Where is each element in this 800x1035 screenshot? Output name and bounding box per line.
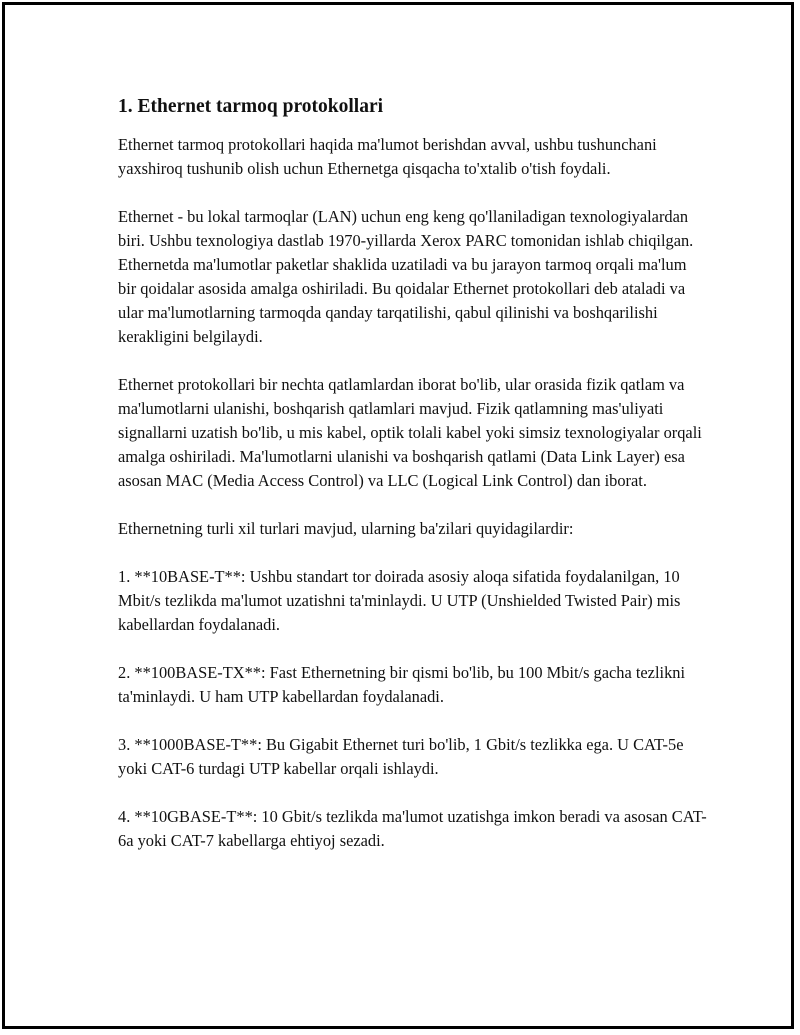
- list-item-10base-t: 1. **10BASE-T**: Ushbu standart tor doirada asosiy aloqa sifatida foydalanilgan, 10 Mbit/s tezlikda ma'lumot uzatishni ta'minlaydi. U UTP (Unshielded Twisted Pair) mis kabellardan foydalanadi.: [118, 567, 681, 634]
- paragraph-protocol-layers: Ethernet protokollari bir nechta qatlamlardan iborat bo'lib, ular orasida fizik qatlam va ma'lumotlarni ulanishi, boshqarish qatlamlari mavjud. Fizik qatlamning mas'uliyati signallarni uzatish bo'lib, u mis kabel, optik tolali kabel yoki simsiz texnologiyalar orqali amalga oshiriladi. Ma'lumotlarni ulanishi va boshqarish qatlami (Data Link Layer) esa asosan MAC (Media Access Control) va LLC (Logical Link Control) dan iborat.: [118, 375, 702, 490]
- document-body: [118, 94, 708, 877]
- list-item-10gbase-t: 4. **10GBASE-T**: 10 Gbit/s tezlikda ma'lumot uzatishga imkon beradi va asosan CAT-6a yoki CAT-7 kabellarga ehtiyoj sezadi.: [118, 807, 707, 850]
- paragraph-types-intro: Ethernetning turli xil turlari mavjud, ularning ba'zilari quyidagilardir:: [118, 519, 574, 538]
- list-item-100base-tx: 2. **100BASE-TX**: Fast Ethernetning bir qismi bo'lib, bu 100 Mbit/s gacha tezlikni ta'minlaydi. U ham UTP kabellardan foydalanadi.: [118, 663, 686, 706]
- paragraph-ethernet-definition: Ethernet - bu lokal tarmoqlar (LAN) uchun eng keng qo'llaniladigan texnologiyalardan biri. Ushbu texnologiya dastlab 1970-yillarda Xerox PARC tomonidan ishlab chiqilgan. Ethernetda ma'lumotlar paketlar shaklida uzatiladi va bu jarayon tarmoq orqali ma'lum bir qoidalar asosida amalga oshiriladi. Bu qoidalar Ethernet protokollari deb ataladi va ular ma'lumotlarning tarmoqda qanday tarqatilishi, qabul qilinishi va boshqarilishi kerakligini belgilaydi.: [118, 207, 694, 346]
- paragraph-intro: Ethernet tarmoq protokollari haqida ma'lumot berishdan avval, ushbu tushunchani yaxshiroq tushunib olish uchun Ethernetga qisqacha to'xtalib o'tish foydali.: [118, 135, 657, 178]
- document-title: 1. Ethernet tarmoq protokollari: [118, 96, 384, 117]
- list-item-1000base-t: 3. **1000BASE-T**: Bu Gigabit Ethernet turi bo'lib, 1 Gbit/s tezlikka ega. U CAT-5e yoki CAT-6 turdagi UTP kabellar orqali ishlaydi.: [118, 735, 684, 778]
